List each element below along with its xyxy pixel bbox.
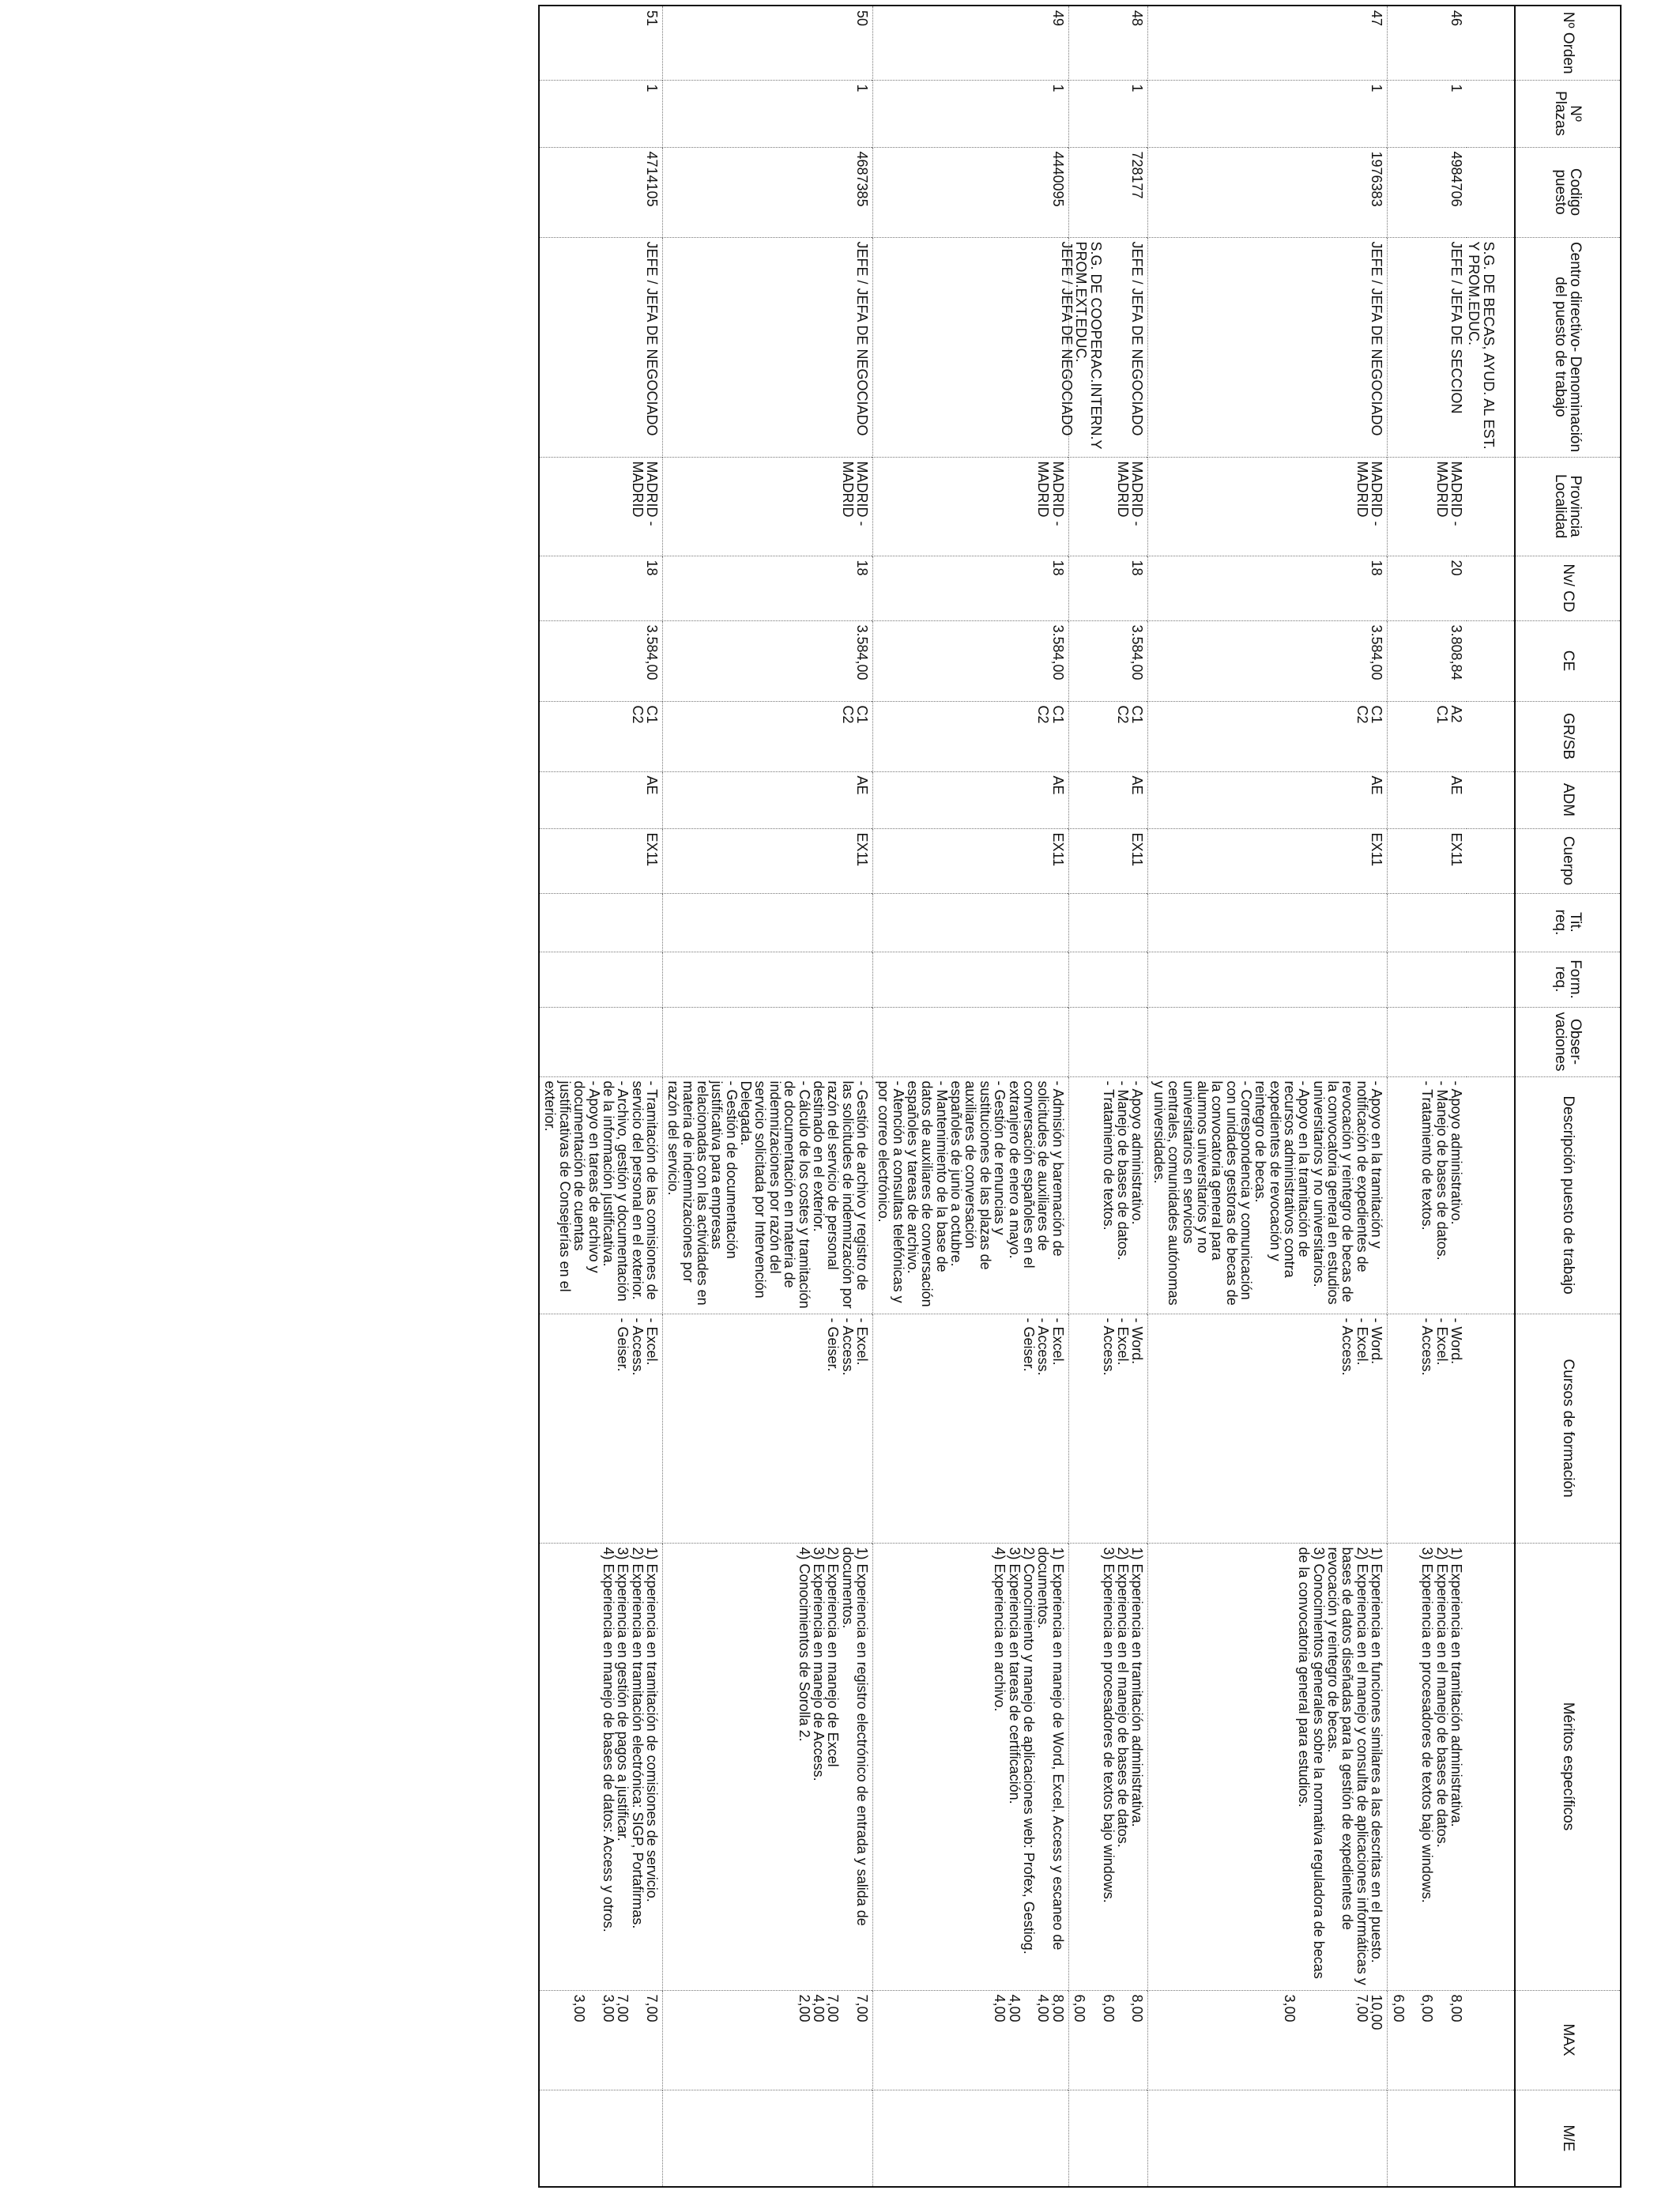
codigo-cell: 4687385 bbox=[662, 147, 872, 237]
me-cell bbox=[539, 2090, 662, 2187]
me-cell bbox=[662, 2090, 872, 2187]
me-cell bbox=[872, 2090, 1068, 2187]
header-orden: Nº Orden bbox=[1515, 6, 1621, 80]
grupo-cell: C1 C2 bbox=[872, 701, 1068, 771]
formacion-cell bbox=[1068, 952, 1148, 1007]
max-cell: 7,00 7,00 4,00 2,00 bbox=[662, 1990, 872, 2090]
codigo-cell: 4714105 bbox=[539, 147, 662, 237]
meritos-cell: 1) Experiencia en funciones similares a las descritas en el puesto. 2) Experiencia en el manejo y consulta de aplicaciones informáticas y bases de datos diseñadas para la gestión de expedientes de revocación y reintegro de becas. 3) Conocimientos generales sobre la normativa reguladora de becas de la convocatoria general para estudios. bbox=[1148, 1543, 1388, 1990]
formacion-cell bbox=[539, 952, 662, 1007]
section-spacer bbox=[1467, 828, 1515, 893]
section-spacer bbox=[1467, 701, 1515, 771]
observaciones-cell bbox=[872, 1007, 1068, 1076]
section-title: S.G. DE BECAS, AYUD. AL EST. Y PROM.EDUC. bbox=[1467, 237, 1515, 457]
orden-cell: 48 bbox=[1068, 6, 1148, 80]
section-spacer bbox=[1467, 1990, 1515, 2090]
section-spacer bbox=[1467, 1076, 1515, 1314]
section-spacer bbox=[1467, 1314, 1515, 1543]
table-row bbox=[872, 6, 1068, 2187]
descripcion-cell: - Gestión de archivo y registro de las solicitudes de indemnización por razón del servicio de personal destinado en el exterior. - Cálculo de los costes y tramitación de documentación en materia de indemnizaciones por razón del servicio solicitada por Intervención Delegada. - Gestión de documentación justificativa para empresas relacionadas con las actividades en materia de indemnizaciones por razón del servicio. bbox=[662, 1076, 872, 1314]
nivel-cell: 18 bbox=[1148, 556, 1388, 620]
cuerpo-cell: EX11 bbox=[1388, 828, 1467, 893]
puesto-cell: JEFE / JEFA DE NEGOCIADO bbox=[1148, 237, 1388, 457]
meritos-cell: 1) Experiencia en tramitación de comisiones de servicio. 2) Experiencia en tramitación electrónica: SIGP, Portafirmas. 3) Experiencia en gestión de pagos a justificar. 4) Experiencia en manejo de bases de datos: Access y otros. bbox=[539, 1543, 662, 1990]
header-formacion: Form. req. bbox=[1515, 952, 1621, 1007]
observaciones-cell bbox=[1148, 1007, 1388, 1076]
nivel-cell: 18 bbox=[872, 556, 1068, 620]
provincia-cell: MADRID - MADRID bbox=[1068, 457, 1148, 556]
ce-cell: 3.808,84 bbox=[1388, 620, 1467, 701]
provincia-cell: MADRID - MADRID bbox=[662, 457, 872, 556]
cursos-cell: - Word. - Excel. - Access. bbox=[1068, 1314, 1148, 1543]
section-spacer bbox=[1467, 893, 1515, 952]
max-cell: 8,00 4,00 4,00 4,00 bbox=[872, 1990, 1068, 2090]
table-body bbox=[539, 6, 1515, 2187]
header-ce: CE bbox=[1515, 620, 1621, 701]
puesto-cell: JEFE / JEFA DE NEGOCIADO bbox=[539, 237, 662, 457]
meritos-cell: 1) Experiencia en tramitación administrativa. 2) Experiencia en el manejo de bases de datos. 3) Experiencia en procesadores de textos bajo windows. bbox=[1388, 1543, 1467, 1990]
max-cell: 8,00 6,00 6,00 bbox=[1068, 1990, 1148, 2090]
max-cell: 8,00 6,00 6,00 bbox=[1388, 1990, 1467, 2090]
section-spacer bbox=[1467, 1007, 1515, 1076]
provincia-cell: MADRID - MADRID bbox=[1388, 457, 1467, 556]
codigo-cell: 728177 bbox=[1068, 147, 1148, 237]
header-grupo: GR/SB bbox=[1515, 701, 1621, 771]
orden-cell: 51 bbox=[539, 6, 662, 80]
descripcion-cell: - Admisión y baremación de solicitudes de auxiliares de conversación españoles en el extranjero de enero a mayo. - Gestión de renuncias y sustituciones de las plazas de auxiliares de conversación españoles de junio a octubre. - Mantenimiento de la base de datos de auxiliares de conversación españoles y tareas de archivo. - Atención a consultas telefónicas y por correo electrónico. bbox=[872, 1076, 1068, 1314]
formacion-cell bbox=[872, 952, 1068, 1007]
max-cell: 10,00 7,00 3,00 bbox=[1148, 1990, 1388, 2090]
titulacion-cell bbox=[1068, 893, 1148, 952]
header-plazas: Nº Plazas bbox=[1515, 80, 1621, 147]
adm-cell: AE bbox=[1388, 771, 1467, 828]
nivel-cell: 18 bbox=[539, 556, 662, 620]
nivel-cell: 20 bbox=[1388, 556, 1467, 620]
formacion-cell bbox=[1148, 952, 1388, 1007]
codigo-cell: 1976383 bbox=[1148, 147, 1388, 237]
titulacion-cell bbox=[1148, 893, 1388, 952]
plazas-cell: 1 bbox=[1068, 80, 1148, 147]
grupo-cell: C1 C2 bbox=[1148, 701, 1388, 771]
meritos-cell: 1) Experiencia en tramitación administrativa. 2) Experiencia en el manejo de bases de datos. 3) Experiencia en procesadores de textos bajo windows. bbox=[1068, 1543, 1148, 1990]
titulacion-cell bbox=[662, 893, 872, 952]
section-spacer bbox=[1467, 1543, 1515, 1990]
header-meritos: Méritos específicos bbox=[1515, 1543, 1621, 1990]
section-spacer bbox=[1467, 771, 1515, 828]
puesto-cell: JEFE / JEFA DE NEGOCIADO bbox=[1068, 237, 1148, 457]
nivel-cell: 18 bbox=[662, 556, 872, 620]
cursos-cell: - Word. - Excel. - Access. bbox=[1148, 1314, 1388, 1543]
puesto-title: JEFE / JEFA DE NEGOCIADO bbox=[1058, 241, 1075, 436]
me-cell bbox=[1388, 2090, 1467, 2187]
header-max: MAX bbox=[1515, 1990, 1621, 2090]
grupo-cell: C1 C2 bbox=[539, 701, 662, 771]
cursos-cell: - Excel. - Access. - Geiser. bbox=[872, 1314, 1068, 1543]
orden-cell: 49 bbox=[872, 6, 1068, 80]
header-provincia: Provincia Localidad bbox=[1515, 457, 1621, 556]
cuerpo-cell: EX11 bbox=[539, 828, 662, 893]
orden-cell: 50 bbox=[662, 6, 872, 80]
ce-cell: 3.584,00 bbox=[662, 620, 872, 701]
me-cell bbox=[1068, 2090, 1148, 2187]
adm-cell: AE bbox=[872, 771, 1068, 828]
cursos-cell: - Word. - Excel. - Access. bbox=[1388, 1314, 1467, 1543]
puesto-cell bbox=[872, 237, 1104, 457]
orden-cell: 46 bbox=[1388, 6, 1467, 80]
meritos-cell: 1) Experiencia en registro electrónico de entrada y salida de documentos. 2) Experiencia en manejo de Excel 3) Experiencia en manejo de Access. 4) Conocimientos de Sorolla 2. bbox=[662, 1543, 872, 1990]
section-spacer bbox=[1467, 80, 1515, 147]
formacion-cell bbox=[1388, 952, 1467, 1007]
cursos-cell: - Excel. - Access. - Geiser. bbox=[662, 1314, 872, 1543]
section-spacer bbox=[1467, 2090, 1515, 2187]
observaciones-cell bbox=[662, 1007, 872, 1076]
table-row bbox=[1148, 6, 1388, 2187]
adm-cell: AE bbox=[539, 771, 662, 828]
cuerpo-cell: EX11 bbox=[662, 828, 872, 893]
titulacion-cell bbox=[1388, 893, 1467, 952]
provincia-cell: MADRID - MADRID bbox=[1148, 457, 1388, 556]
adm-cell: AE bbox=[662, 771, 872, 828]
titulacion-cell bbox=[539, 893, 662, 952]
cuerpo-cell: EX11 bbox=[1068, 828, 1148, 893]
grupo-cell: C1 C2 bbox=[662, 701, 872, 771]
adm-cell: AE bbox=[1068, 771, 1148, 828]
ce-cell: 3.584,00 bbox=[872, 620, 1068, 701]
cuerpo-cell: EX11 bbox=[1148, 828, 1388, 893]
puestos-table bbox=[538, 5, 1622, 2188]
cuerpo-cell: EX11 bbox=[872, 828, 1068, 893]
descripcion-cell: - Apoyo en la tramitación y notificación de expedientes de revocación y reintegro de becas de la convocatoria general en estudios universitarios y no universitarios. - Apoyo en la tramitación de recursos administrativos contra expedientes de revocación y reintegro de becas. - Correspondencia y comunicación con unidades gestoras de becas de la convocatoria general para alumnos universitarios y no universitarios en servicios centrales, comunidades autónomas y universidades. bbox=[1148, 1076, 1388, 1314]
header-centro: Centro directivo- Denominación del puesto de trabajo bbox=[1515, 237, 1621, 457]
ce-cell: 3.584,00 bbox=[1068, 620, 1148, 701]
descripcion-cell: - Apoyo administrativo. - Manejo de bases de datos. - Tratamiento de textos. bbox=[1068, 1076, 1148, 1314]
observaciones-cell bbox=[1068, 1007, 1148, 1076]
orden-cell: 47 bbox=[1148, 6, 1388, 80]
header-cuerpo: Cuerpo bbox=[1515, 828, 1621, 893]
grupo-cell: C1 C2 bbox=[1068, 701, 1148, 771]
max-cell: 7,00 7,00 3,00 3,00 bbox=[539, 1990, 662, 2090]
plazas-cell: 1 bbox=[662, 80, 872, 147]
me-cell bbox=[1148, 2090, 1388, 2187]
section-spacer bbox=[1467, 556, 1515, 620]
codigo-cell: 4984706 bbox=[1388, 147, 1467, 237]
grupo-cell: A2 C1 bbox=[1388, 701, 1467, 771]
puesto-cell: JEFE / JEFA DE NEGOCIADO bbox=[662, 237, 872, 457]
plazas-cell: 1 bbox=[539, 80, 662, 147]
observaciones-cell bbox=[539, 1007, 662, 1076]
ce-cell: 3.584,00 bbox=[539, 620, 662, 701]
adm-cell: AE bbox=[1148, 771, 1388, 828]
provincia-cell: MADRID - MADRID bbox=[539, 457, 662, 556]
section-spacer bbox=[1467, 6, 1515, 80]
table-row bbox=[539, 6, 662, 2187]
descripcion-cell: - Apoyo administrativo. - Manejo de bases de datos. - Tratamiento de textos. bbox=[1388, 1076, 1467, 1314]
observaciones-cell bbox=[1388, 1007, 1467, 1076]
formacion-cell bbox=[662, 952, 872, 1007]
header-me: M/E bbox=[1515, 2090, 1621, 2187]
plazas-cell: 1 bbox=[1148, 80, 1388, 147]
puesto-cell: JEFE / JEFA DE SECCION bbox=[1388, 237, 1467, 457]
plazas-cell: 1 bbox=[872, 80, 1068, 147]
header-cursos: Cursos de formación bbox=[1515, 1314, 1621, 1543]
section-row bbox=[1467, 6, 1515, 2187]
ce-cell: 3.584,00 bbox=[1148, 620, 1388, 701]
nivel-cell: 18 bbox=[1068, 556, 1148, 620]
header-codigo: Codigo puesto bbox=[1515, 147, 1621, 237]
table-row bbox=[662, 6, 872, 2187]
titulacion-cell bbox=[872, 893, 1068, 952]
header-adm: ADM bbox=[1515, 771, 1621, 828]
table-row bbox=[1388, 6, 1467, 2187]
codigo-cell: 4440095 bbox=[872, 147, 1068, 237]
section-title: S.G. DE COOPERAC.INTERN.Y PROM.EXT.EDUC. bbox=[1073, 241, 1104, 450]
header-titulacion: Tit. req. bbox=[1515, 893, 1621, 952]
section-spacer bbox=[1467, 952, 1515, 1007]
section-spacer bbox=[1467, 620, 1515, 701]
descripcion-cell: - Tramitación de las comisiones de servicio del personal en el exterior. - Archivo, gestión y documentación de la información justificativa. - Apoyo en tareas de archivo y documentación de cuentas justificativas de Consejerías en el exterior. bbox=[539, 1076, 662, 1314]
cursos-cell: - Excel. - Access. - Geiser. bbox=[539, 1314, 662, 1543]
header-nivel: Nv/ CD bbox=[1515, 556, 1621, 620]
plazas-cell: 1 bbox=[1388, 80, 1467, 147]
section-spacer bbox=[1467, 457, 1515, 556]
header-observaciones: Obser- vaciones bbox=[1515, 1007, 1621, 1076]
meritos-cell: 1) Experiencia en manejo de Word, Excel, Access y escaneo de documentos. 2) Conocimiento y manejo de aplicaciones web: Profex, Gestiog. 3) Experiencia en tareas de certificación. 4) Experiencia en archivo. bbox=[872, 1543, 1068, 1990]
header-descripcion: Descripción puesto de trabajo bbox=[1515, 1076, 1621, 1314]
section-spacer bbox=[1467, 147, 1515, 237]
header-row bbox=[1515, 6, 1621, 2187]
provincia-cell: MADRID - MADRID bbox=[872, 457, 1068, 556]
